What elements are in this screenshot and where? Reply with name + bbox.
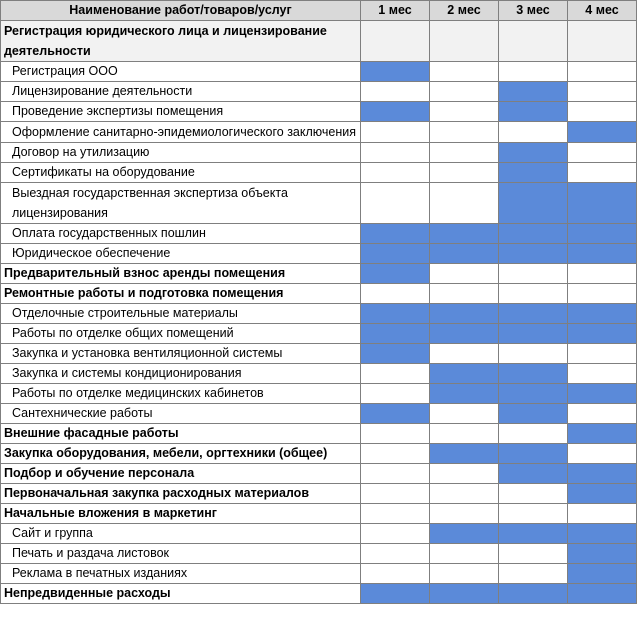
table-row: [1, 504, 637, 524]
schedule-empty-cell: [430, 464, 499, 484]
schedule-empty-cell: [568, 143, 637, 163]
schedule-empty-cell: [568, 264, 637, 284]
table-body: [1, 21, 637, 604]
schedule-bar-cell: [499, 464, 568, 484]
row-label-text: Регистрация юридического лица и лицензирование деятельности: [4, 24, 327, 58]
schedule-bar-cell: [361, 62, 430, 82]
task-label: [1, 122, 361, 143]
schedule-bar-cell: [499, 244, 568, 264]
task-label: [1, 324, 361, 344]
header-row: [1, 1, 637, 21]
section-label: [1, 424, 361, 444]
table-row: [1, 264, 637, 284]
schedule-bar-cell: [361, 244, 430, 264]
task-label: [1, 183, 361, 224]
row-label-text: Реклама в печатных изданиях: [12, 566, 188, 580]
schedule-bar-cell: [499, 324, 568, 344]
table-row: [1, 324, 637, 344]
schedule-bar-cell: [568, 464, 637, 484]
schedule-empty-cell: [430, 264, 499, 284]
schedule-empty-cell: [568, 102, 637, 122]
table-row: [1, 102, 637, 122]
schedule-empty-cell: [361, 384, 430, 404]
schedule-empty-cell: [361, 464, 430, 484]
schedule-empty-cell: [361, 564, 430, 584]
schedule-bar-cell: [430, 584, 499, 604]
row-label-text: Печать и раздача листовок: [12, 546, 169, 560]
section-label: [1, 504, 361, 524]
schedule-bar-cell: [361, 304, 430, 324]
schedule-empty-cell: [361, 183, 430, 224]
schedule-empty-cell: [361, 284, 430, 304]
schedule-empty-cell: [499, 21, 568, 62]
header-month-3: 3 мес: [499, 1, 568, 21]
schedule-bar-cell: [568, 384, 637, 404]
section-label: [1, 484, 361, 504]
schedule-empty-cell: [430, 102, 499, 122]
task-label: [1, 344, 361, 364]
row-label-text: Регистрация ООО: [12, 64, 118, 78]
table-row: [1, 564, 637, 584]
schedule-empty-cell: [361, 82, 430, 102]
schedule-empty-cell: [568, 504, 637, 524]
schedule-empty-cell: [568, 344, 637, 364]
table-row: [1, 524, 637, 544]
schedule-bar-cell: [499, 224, 568, 244]
schedule-bar-cell: [568, 122, 637, 143]
schedule-empty-cell: [430, 564, 499, 584]
row-label-text: Непредвиденные расходы: [4, 586, 171, 600]
table-row: [1, 364, 637, 384]
schedule-empty-cell: [430, 424, 499, 444]
schedule-empty-cell: [568, 404, 637, 424]
row-label-text: Предварительный взнос аренды помещения: [4, 266, 286, 280]
schedule-empty-cell: [430, 122, 499, 143]
schedule-empty-cell: [430, 284, 499, 304]
task-label: [1, 544, 361, 564]
schedule-bar-cell: [568, 244, 637, 264]
row-label-text: Отделочные строительные материалы: [12, 306, 238, 320]
task-label: [1, 82, 361, 102]
task-label: [1, 564, 361, 584]
schedule-bar-cell: [430, 304, 499, 324]
table-row: [1, 384, 637, 404]
schedule-bar-cell: [361, 404, 430, 424]
schedule-bar-cell: [568, 424, 637, 444]
schedule-bar-cell: [499, 82, 568, 102]
task-label: [1, 143, 361, 163]
row-label-text: Сертификаты на оборудование: [12, 165, 195, 179]
schedule-empty-cell: [499, 284, 568, 304]
task-label: [1, 404, 361, 424]
schedule-empty-cell: [430, 484, 499, 504]
schedule-bar-cell: [361, 224, 430, 244]
table-row: [1, 484, 637, 504]
row-label-text: Закупка и системы кондиционирования: [12, 366, 242, 380]
schedule-empty-cell: [430, 62, 499, 82]
schedule-empty-cell: [430, 183, 499, 224]
table-row: [1, 143, 637, 163]
schedule-empty-cell: [499, 564, 568, 584]
task-label: [1, 102, 361, 122]
schedule-bar-cell: [499, 364, 568, 384]
schedule-bar-cell: [568, 304, 637, 324]
schedule-bar-cell: [568, 324, 637, 344]
row-label-text: Работы по отделке общих помещений: [12, 326, 234, 340]
table-row: [1, 21, 637, 62]
schedule-bar-cell: [430, 364, 499, 384]
row-label-text: Оплата государственных пошлин: [12, 226, 206, 240]
schedule-bar-cell: [499, 404, 568, 424]
row-label-text: Внешние фасадные работы: [4, 426, 179, 440]
row-label-text: Сайт и группа: [12, 526, 93, 540]
table-row: [1, 82, 637, 102]
table-row: [1, 183, 637, 224]
schedule-empty-cell: [499, 484, 568, 504]
schedule-bar-cell: [568, 564, 637, 584]
row-label-text: Ремонтные работы и подготовка помещения: [4, 286, 284, 300]
row-label-text: Первоначальная закупка расходных материалов: [4, 486, 310, 500]
schedule-empty-cell: [499, 424, 568, 444]
schedule-bar-cell: [361, 344, 430, 364]
schedule-empty-cell: [568, 62, 637, 82]
section-label: [1, 584, 361, 604]
schedule-empty-cell: [361, 484, 430, 504]
schedule-empty-cell: [499, 504, 568, 524]
task-label: [1, 163, 361, 183]
schedule-empty-cell: [361, 504, 430, 524]
schedule-bar-cell: [499, 584, 568, 604]
schedule-empty-cell: [361, 143, 430, 163]
schedule-empty-cell: [568, 444, 637, 464]
row-label-text: Договор на утилизацию: [12, 145, 150, 159]
schedule-bar-cell: [430, 244, 499, 264]
schedule-bar-cell: [499, 102, 568, 122]
schedule-bar-cell: [568, 584, 637, 604]
schedule-empty-cell: [430, 143, 499, 163]
schedule-empty-cell: [499, 264, 568, 284]
row-label-text: Подбор и обучение персонала: [4, 466, 195, 480]
schedule-bar-cell: [499, 384, 568, 404]
schedule-bar-cell: [430, 324, 499, 344]
schedule-empty-cell: [499, 62, 568, 82]
schedule-empty-cell: [361, 364, 430, 384]
schedule-empty-cell: [361, 21, 430, 62]
schedule-empty-cell: [568, 364, 637, 384]
row-label-text: Закупка и установка вентиляционной системы: [12, 346, 283, 360]
schedule-empty-cell: [430, 344, 499, 364]
section-label: [1, 284, 361, 304]
table-row: [1, 304, 637, 324]
schedule-empty-cell: [361, 524, 430, 544]
task-label: [1, 62, 361, 82]
table-row: [1, 244, 637, 264]
schedule-empty-cell: [499, 344, 568, 364]
table-row: [1, 62, 637, 82]
schedule-bar-cell: [499, 183, 568, 224]
schedule-empty-cell: [568, 82, 637, 102]
schedule-empty-cell: [361, 444, 430, 464]
schedule-bar-cell: [499, 444, 568, 464]
section-label: [1, 21, 361, 62]
schedule-bar-cell: [430, 444, 499, 464]
row-label-text: Оформление санитарно-эпидемиологического заключения: [12, 125, 357, 139]
header-month-1: 1 мес: [361, 1, 430, 21]
schedule-empty-cell: [361, 122, 430, 143]
schedule-bar-cell: [430, 524, 499, 544]
table-row: [1, 444, 637, 464]
schedule-empty-cell: [361, 544, 430, 564]
schedule-empty-cell: [361, 424, 430, 444]
section-label: [1, 444, 361, 464]
schedule-bar-cell: [361, 102, 430, 122]
table-row: [1, 404, 637, 424]
task-label: [1, 524, 361, 544]
schedule-bar-cell: [430, 224, 499, 244]
schedule-bar-cell: [568, 183, 637, 224]
header-name: Наименование работ/товаров/услуг: [1, 1, 361, 21]
row-label-text: Работы по отделке медицинских кабинетов: [12, 386, 264, 400]
schedule-empty-cell: [430, 82, 499, 102]
schedule-bar-cell: [499, 524, 568, 544]
header-month-2: 2 мес: [430, 1, 499, 21]
schedule-empty-cell: [430, 404, 499, 424]
row-label-text: Проведение экспертизы помещения: [12, 104, 224, 118]
task-label: [1, 364, 361, 384]
schedule-empty-cell: [430, 504, 499, 524]
row-label-text: Выездная государственная экспертиза объекта лицензирования: [12, 186, 288, 220]
schedule-bar-cell: [430, 384, 499, 404]
schedule-empty-cell: [430, 21, 499, 62]
schedule-bar-cell: [499, 163, 568, 183]
schedule-empty-cell: [361, 163, 430, 183]
schedule-bar-cell: [568, 224, 637, 244]
table-row: [1, 544, 637, 564]
schedule-empty-cell: [499, 544, 568, 564]
schedule-bar-cell: [568, 484, 637, 504]
task-label: [1, 224, 361, 244]
schedule-empty-cell: [499, 122, 568, 143]
section-label: [1, 264, 361, 284]
task-label: [1, 304, 361, 324]
task-label: [1, 244, 361, 264]
table-row: [1, 584, 637, 604]
schedule-bar-cell: [568, 544, 637, 564]
header-month-4: 4 мес: [568, 1, 637, 21]
table-row: [1, 284, 637, 304]
table-row: [1, 224, 637, 244]
schedule-bar-cell: [361, 264, 430, 284]
schedule-bar-cell: [361, 584, 430, 604]
table-row: [1, 163, 637, 183]
table-row: [1, 424, 637, 444]
row-label-text: Сантехнические работы: [12, 406, 153, 420]
row-label-text: Закупка оборудования, мебели, оргтехники (общее): [4, 446, 328, 460]
schedule-bar-cell: [361, 324, 430, 344]
table-row: [1, 344, 637, 364]
table-row: [1, 464, 637, 484]
schedule-empty-cell: [430, 544, 499, 564]
table-row: [1, 122, 637, 143]
task-label: [1, 384, 361, 404]
schedule-empty-cell: [568, 21, 637, 62]
schedule-empty-cell: [430, 163, 499, 183]
schedule-bar-cell: [499, 304, 568, 324]
section-label: [1, 464, 361, 484]
row-label-text: Юридическое обеспечение: [12, 246, 171, 260]
schedule-empty-cell: [568, 284, 637, 304]
row-label-text: Начальные вложения в маркетинг: [4, 506, 218, 520]
schedule-bar-cell: [499, 143, 568, 163]
schedule-empty-cell: [568, 163, 637, 183]
schedule-bar-cell: [568, 524, 637, 544]
row-label-text: Лицензирование деятельности: [12, 84, 193, 98]
